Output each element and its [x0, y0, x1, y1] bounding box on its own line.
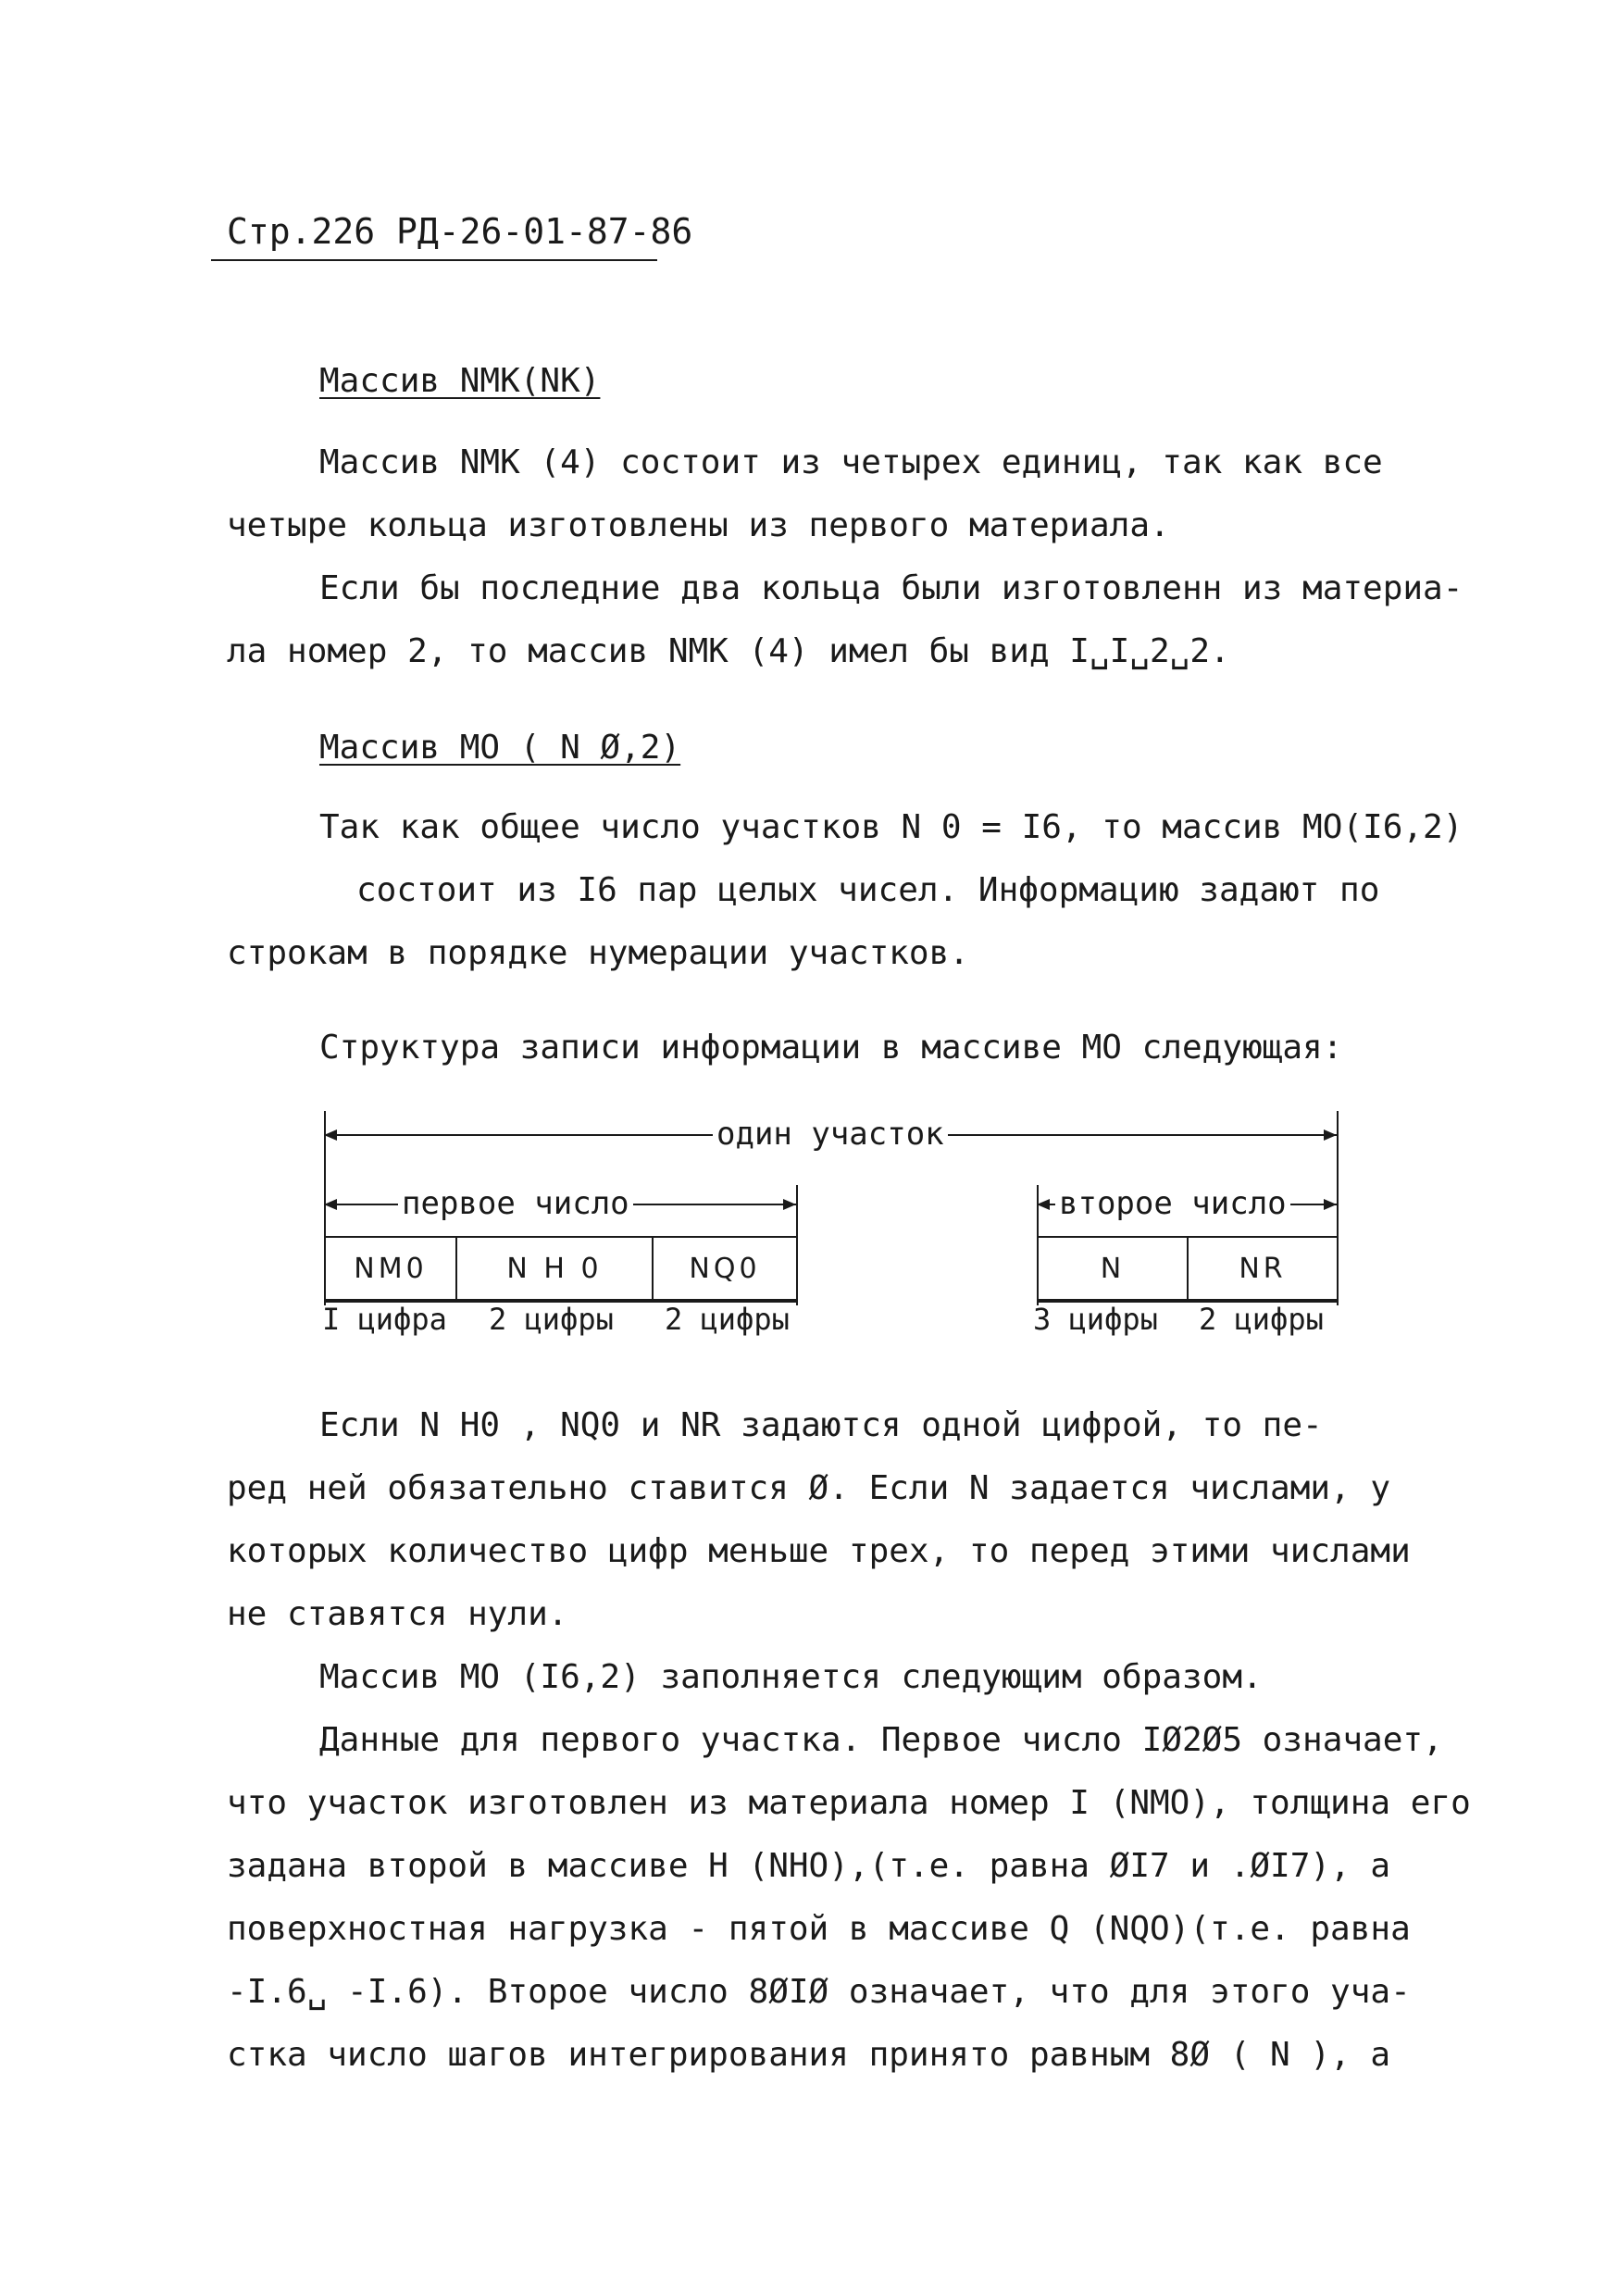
- paragraph-line: не ставятся нули.: [227, 1595, 568, 1633]
- paragraph-line: ред ней обязательно ставится Ø. Если N задается числами, у: [227, 1469, 1391, 1507]
- digit-count-nqo: 2 цифры: [665, 1302, 790, 1337]
- cell-nmo: NM0: [326, 1238, 457, 1299]
- section-title-mo: Массив МО ( N Ø,2): [319, 729, 681, 767]
- header-rule: [211, 259, 657, 261]
- paragraph-line: четыре кольца изготовлены из первого материала.: [227, 506, 1170, 544]
- one-section-dimension: [324, 1116, 1337, 1153]
- paragraph-line: Массив NMK (4) состоит из четырех единиц, так как все: [319, 443, 1383, 481]
- paragraph-line: строкам в порядке нумерации участков.: [227, 934, 969, 972]
- second-number-cells: [1037, 1236, 1339, 1303]
- paragraph-line: Если N H0 , NQ0 и NR задаются одной цифрой, то пе-: [319, 1406, 1323, 1444]
- cell-nho: N H 0: [457, 1238, 654, 1299]
- cell-nr: NR: [1239, 1252, 1287, 1285]
- paragraph-line: которых количество цифр меньше трех, то перед этими числами: [227, 1532, 1411, 1570]
- digit-count-n: 3 цифры: [1033, 1302, 1158, 1337]
- paragraph-line: Структура записи информации в массиве МО следующая:: [319, 1029, 1343, 1067]
- page-header: Стр.226 РД-26-01-87-86: [227, 211, 693, 252]
- paragraph-line: поверхностная нагрузка - пятой в массиве Q (NQO)(т.е. равна: [227, 1910, 1411, 1948]
- digit-count-nho: 2 цифры: [489, 1302, 614, 1337]
- paragraph-line: состоит из I6 пар целых чисел. Информацию задают по: [356, 871, 1380, 909]
- record-structure-diagram: [315, 1111, 1351, 1352]
- cell-n: N: [1039, 1238, 1189, 1299]
- digit-count-nmo: I цифра: [322, 1302, 447, 1337]
- second-number-label: второе число: [1055, 1185, 1290, 1222]
- paragraph-line: ла номер 2, то массив NMK (4) имел бы вид I␣I␣2␣2.: [227, 632, 1230, 670]
- first-number-label: первое число: [398, 1185, 633, 1222]
- paragraph-line: Массив МО (I6,2) заполняется следующим образом.: [319, 1658, 1263, 1696]
- second-number-dimension: [1037, 1185, 1337, 1222]
- paragraph-line: -I.6␣ -I.6). Второе число 8ØIØ означает, что для этого уча-: [227, 1973, 1411, 2011]
- paragraph-line: стка число шагов интегрирования принято равным 8Ø ( N ), а: [227, 2036, 1391, 2074]
- paragraph-line: Данные для первого участка. Первое число IØ2Ø5 означает,: [319, 1721, 1443, 1759]
- paragraph-line: что участок изготовлен из материала номер I (NMO), толщина его: [227, 1784, 1471, 1822]
- first-number-dimension: [324, 1185, 796, 1222]
- paragraph-line: задана второй в массиве H (NHO),(т.е. равна ØI7 и .ØI7), а: [227, 1847, 1391, 1885]
- cell-nqo: NQ0: [689, 1252, 761, 1285]
- one-section-label: один участок: [713, 1116, 948, 1153]
- first-number-cells: [324, 1236, 798, 1303]
- section-title-nmk: Массив NMK(NK): [319, 362, 601, 400]
- paragraph-line: Так как общее число участков N 0 = I6, то массив МО(I6,2): [319, 808, 1463, 846]
- paragraph-line: Если бы последние два кольца были изготовленн из материа-: [319, 569, 1463, 607]
- digit-count-nr: 2 цифры: [1199, 1302, 1324, 1337]
